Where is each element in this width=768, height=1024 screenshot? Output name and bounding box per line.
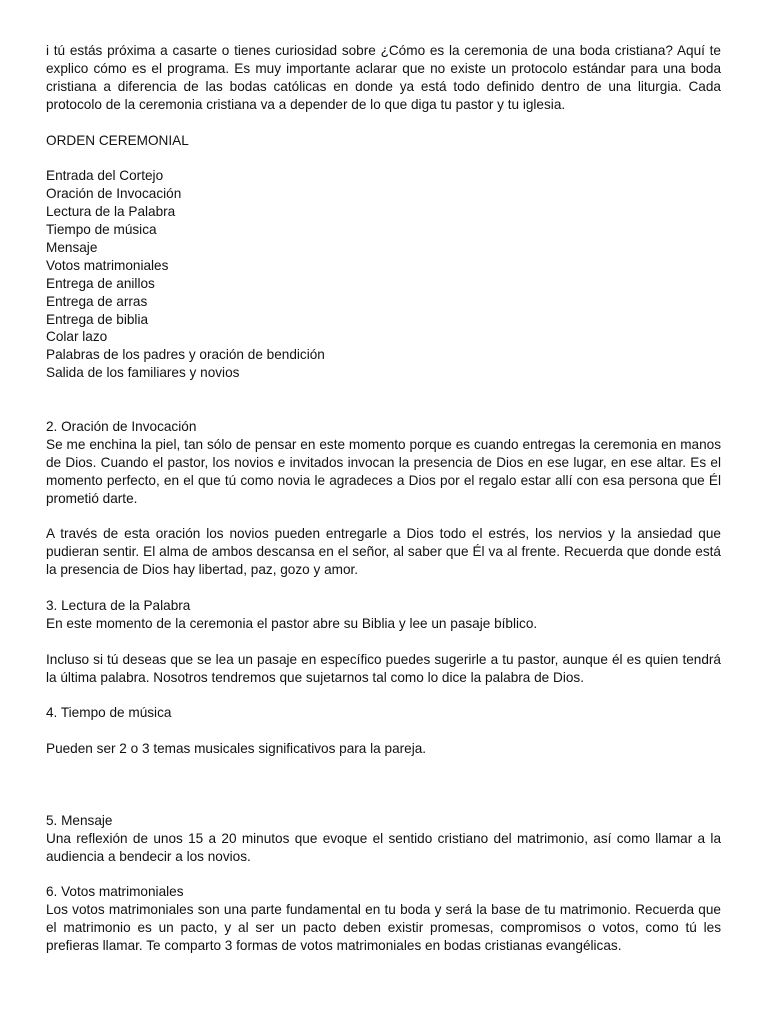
spacer: [46, 579, 721, 597]
document-page: [46, 42, 721, 955]
section-paragraph: Los votos matrimoniales son una parte fundamental en tu boda y será la base de tu matrimonio. Recuerda que el matrimonio es un pacto, y al ser un pacto deben existir promesas, compromisos o votos, como tú les prefieras llamar. Te comparto 3 formas de votos matrimoniales en bodas cristianas evangélicas.: [46, 902, 721, 954]
section-heading-mensaje: 5. Mensaje: [46, 812, 113, 828]
order-item: Salida de los familiares y novios: [46, 365, 240, 381]
section-heading-invocacion: 2. Oración de Invocación: [46, 418, 197, 434]
spacer: [46, 722, 721, 740]
order-item: Entrega de arras: [46, 293, 148, 309]
section-paragraph: Pueden ser 2 o 3 temas musicales significativos para la pareja.: [46, 741, 427, 757]
section-paragraph: Una reflexión de unos 15 a 20 minutos que evoque el sentido cristiano del matrimonio, así como llamar a la audiencia a bendecir a los novios.: [46, 830, 721, 864]
order-item: Entrega de anillos: [46, 275, 155, 291]
order-item: Tiempo de música: [46, 222, 157, 238]
order-item: Oración de Invocación: [46, 186, 182, 202]
spacer: [46, 633, 721, 651]
spacer: [46, 149, 721, 167]
order-item: Palabras de los padres y oración de bendición: [46, 347, 325, 363]
order-item: Entrada del Cortejo: [46, 168, 164, 184]
order-heading: ORDEN CEREMONIAL: [46, 132, 189, 148]
order-item: Votos matrimoniales: [46, 257, 169, 273]
order-list: [46, 167, 721, 382]
order-item: Lectura de la Palabra: [46, 204, 176, 220]
order-item: Entrega de biblia: [46, 311, 149, 327]
section-paragraph: Se me enchina la piel, tan sólo de pensar en este momento porque es cuando entregas la ceremonia en manos de Dios. Cuando el pastor, los novios e invitados invocan la presencia de Dios en ese lugar, en ese altar. Es el momento perfecto, en el que tú como novia le agradeces a Dios por el regalo estar allí con esa persona que Él prometió darte.: [46, 436, 721, 506]
section-heading-votos: 6. Votos matrimoniales: [46, 884, 184, 900]
spacer: [46, 866, 721, 884]
section-paragraph: A través de esta oración los novios pueden entregarle a Dios todo el estrés, los nervios y la ansiedad que pudieran sentir. El alma de ambos descansa en el señor, al saber que Él va al frente. Recuerda que donde está la presencia de Dios hay libertad, paz, gozo y amor.: [46, 526, 721, 578]
order-item: Mensaje: [46, 239, 98, 255]
section-heading-lectura: 3. Lectura de la Palabra: [46, 598, 191, 614]
section-paragraph: En este momento de la ceremonia el pastor abre su Biblia y lee un pasaje bíblico.: [46, 615, 538, 631]
spacer: [46, 114, 721, 132]
spacer: [46, 687, 721, 705]
section-paragraph: Incluso si tú deseas que se lea un pasaje en específico puedes sugerirle a tu pastor, aunque él es quien tendrá la última palabra. Nosotros tendremos que sujetarnos tal como lo dice la palabra de Dios.: [46, 651, 721, 685]
spacer: [46, 508, 721, 526]
order-item: Colar lazo: [46, 329, 108, 345]
spacer: [46, 382, 721, 418]
intro-paragraph: i tú estás próxima a casarte o tienes curiosidad sobre ¿Cómo es la ceremonia de una boda cristiana? Aquí te explico cómo es el programa. Es muy importante aclarar que no existe un protocolo estándar para una boda cristiana a diferencia de las bodas católicas en donde ya está todo definido dentro de una liturgia. Cada protocolo de la ceremonia cristiana va a depender de lo que diga tu pastor y tu iglesia.: [46, 43, 721, 112]
spacer: [46, 758, 721, 812]
section-heading-musica: 4. Tiempo de música: [46, 705, 172, 721]
